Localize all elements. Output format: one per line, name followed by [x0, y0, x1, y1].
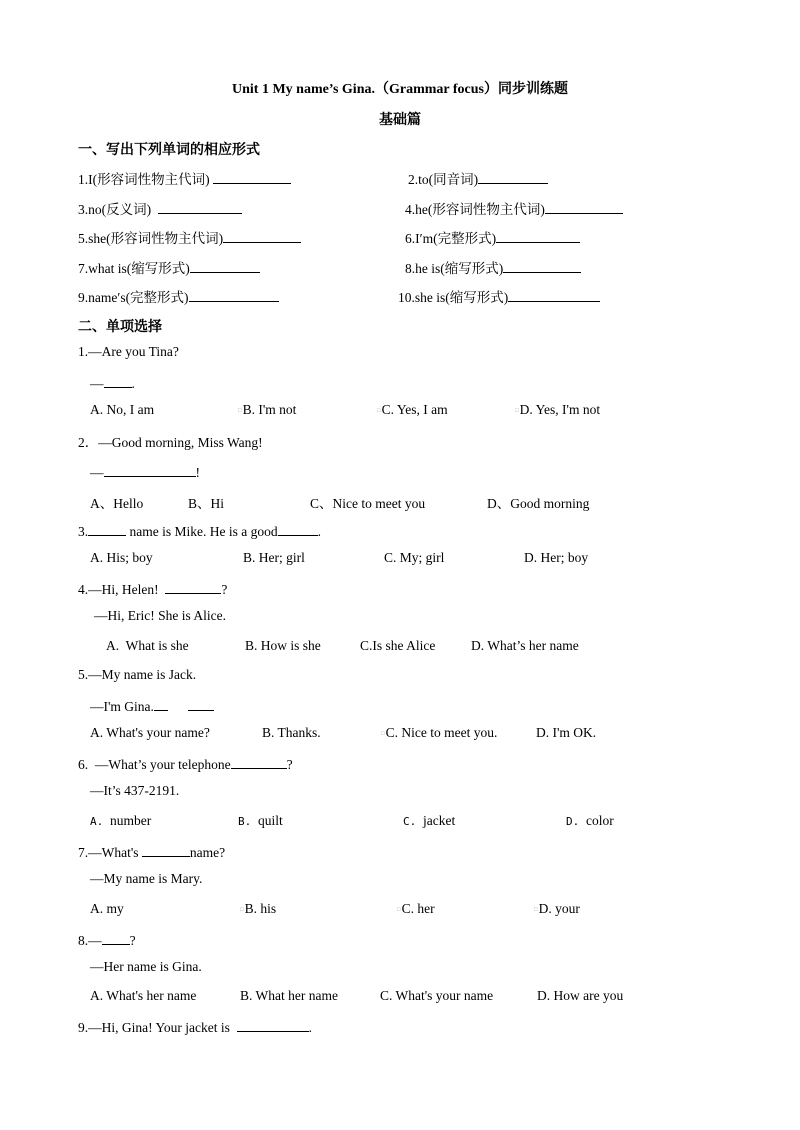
option-label: color: [586, 813, 614, 828]
answer-blank[interactable]: [190, 258, 260, 273]
question-6-option-c[interactable]: [403, 813, 455, 829]
answer-blank[interactable]: [102, 930, 130, 945]
option-letter: B.: [238, 815, 252, 828]
question-8-option-b[interactable]: B. What her name: [240, 988, 338, 1003]
marker-icon: □: [515, 407, 519, 414]
fill-item-7: [78, 257, 260, 277]
stem-part: 3.: [78, 524, 89, 539]
fill-item-label: 7.what is(缩写形式): [78, 261, 190, 276]
question-5-option-a[interactable]: A. What's your name?: [90, 725, 210, 740]
question-7-option-d[interactable]: [534, 901, 580, 917]
fill-item-label: 1.I(形容词性物主代词): [78, 172, 210, 187]
answer-blank[interactable]: [188, 696, 214, 711]
fill-item-5: [78, 227, 301, 247]
stem-part: 7.—What's: [78, 845, 142, 860]
question-5-reply: [90, 696, 214, 715]
question-2-option-a[interactable]: A、Hello: [90, 496, 144, 511]
question-2-stem: 2．—Good morning, Miss Wang!: [78, 435, 263, 450]
question-3-option-c[interactable]: C. My; girl: [384, 550, 445, 565]
question-8-option-a[interactable]: A. What's her name: [90, 988, 197, 1003]
answer-blank[interactable]: [496, 228, 580, 243]
answer-blank[interactable]: [88, 521, 126, 536]
answer-blank[interactable]: [104, 462, 196, 477]
stem-part: name?: [189, 845, 226, 860]
option-label: number: [110, 813, 152, 828]
fill-item-label: 8.he is(缩写形式): [405, 261, 504, 276]
answer-blank[interactable]: [158, 199, 242, 214]
stem-part: 8.—: [78, 933, 102, 948]
question-1-option-c[interactable]: [377, 402, 448, 418]
fill-item-10: [398, 286, 600, 306]
fill-item-label: 4.he(形容词性物主代词): [405, 202, 545, 217]
answer-blank[interactable]: [503, 258, 581, 273]
marker-icon: □: [381, 730, 385, 737]
page-subtitle: 基础篇: [379, 113, 421, 128]
option-letter: D.: [566, 815, 580, 828]
answer-blank[interactable]: [223, 228, 301, 243]
option-label: D. your: [538, 901, 580, 916]
stem-part: 9.—Hi, Gina! Your jacket is: [78, 1020, 237, 1035]
question-6-option-b[interactable]: [238, 813, 283, 829]
option-label: jacket: [423, 813, 456, 828]
answer-blank[interactable]: [237, 1017, 309, 1032]
marker-icon: □: [240, 906, 244, 913]
question-5-option-b[interactable]: B. Thanks.: [262, 725, 321, 740]
question-6-reply: —It’s 437-2191.: [90, 783, 180, 798]
question-9-stem: [78, 1017, 312, 1036]
answer-blank[interactable]: [142, 842, 190, 857]
stem-part: name is Mike. He is a good: [126, 524, 278, 539]
question-8-reply: —Her name is Gina.: [90, 959, 202, 974]
question-2-option-c[interactable]: C、Nice to meet you: [310, 496, 426, 511]
fill-item-1: [78, 168, 291, 188]
stem-part: ?: [286, 757, 293, 772]
answer-blank[interactable]: [508, 287, 600, 302]
stem-part: ?: [221, 582, 228, 597]
question-8-option-c[interactable]: C. What's your name: [380, 988, 494, 1003]
fill-item-label: 10.she is(缩写形式): [398, 290, 509, 305]
marker-icon: □: [397, 906, 401, 913]
question-8-option-d[interactable]: D. How are you: [537, 988, 624, 1003]
question-1-reply: [90, 373, 135, 392]
stem-part: .: [317, 524, 321, 539]
question-3-option-b[interactable]: B. Her; girl: [243, 550, 305, 565]
option-label: C. Nice to meet you.: [385, 725, 498, 740]
option-letter: A.: [90, 815, 104, 828]
question-2-reply: [90, 462, 200, 481]
reply-text: —I'm Gina.: [90, 699, 154, 714]
question-7-reply: —My name is Mary.: [90, 871, 203, 886]
fill-item-8: [405, 257, 581, 277]
fill-item-2: [408, 168, 548, 188]
fill-item-label: 3.no(反义词): [78, 202, 152, 217]
stem-part: ?: [129, 933, 136, 948]
question-1-option-a[interactable]: A. No, I am: [90, 402, 155, 417]
question-6-option-d[interactable]: [566, 813, 614, 829]
marker-icon: □: [377, 407, 381, 414]
question-8-stem: [78, 930, 136, 949]
question-7-option-c[interactable]: [397, 901, 435, 917]
reply-end: !: [195, 465, 200, 480]
fill-item-3: [78, 198, 242, 218]
reply-dash: —: [90, 376, 104, 391]
option-label: C. Yes, I am: [381, 402, 448, 417]
answer-blank[interactable]: [165, 579, 221, 594]
option-label: C. her: [401, 901, 435, 916]
answer-blank[interactable]: [213, 169, 291, 184]
fill-item-6: [405, 227, 580, 247]
answer-blank[interactable]: [231, 754, 287, 769]
question-1-option-b[interactable]: [238, 402, 296, 418]
option-label: D. Yes, I'm not: [519, 402, 601, 417]
question-2-option-b[interactable]: B、Hi: [188, 496, 225, 511]
question-3-option-a[interactable]: A. His; boy: [90, 550, 153, 565]
question-1-option-d[interactable]: [515, 402, 600, 418]
marker-icon: □: [534, 906, 538, 913]
option-letter: C.: [403, 815, 417, 828]
page-title: Unit 1 My name’s Gina.（Grammar focus）同步训练题: [232, 82, 568, 97]
answer-blank[interactable]: [478, 169, 548, 184]
question-2-option-d[interactable]: D、Good morning: [487, 496, 590, 511]
question-1-stem: 1.—Are you Tina?: [78, 344, 179, 359]
stem-part: 4.—Hi, Helen!: [78, 582, 166, 597]
question-7-option-a[interactable]: A. my: [90, 901, 124, 916]
fill-item-label: 6.I′m(完整形式): [405, 231, 497, 246]
question-4-stem: [78, 579, 227, 598]
reply-dash: —: [90, 465, 104, 480]
question-6-option-a[interactable]: [90, 813, 151, 829]
fill-item-label: 2.to(同音词): [408, 172, 479, 187]
option-label: B. I'm not: [242, 402, 297, 417]
answer-blank[interactable]: [104, 373, 132, 388]
option-label: B. his: [244, 901, 277, 916]
fill-item-4: [405, 198, 623, 218]
question-5-option-d[interactable]: D. I'm OK.: [536, 725, 597, 740]
section1-heading: 一、写出下列单词的相应形式: [78, 143, 260, 158]
question-5-stem: 5.—My name is Jack.: [78, 667, 197, 682]
reply-end: .: [131, 376, 135, 391]
answer-blank[interactable]: [278, 521, 318, 536]
answer-blank[interactable]: [545, 199, 623, 214]
stem-part: .: [308, 1020, 312, 1035]
marker-icon: □: [238, 407, 242, 414]
answer-blank[interactable]: [154, 696, 168, 711]
fill-item-label: 9.name′s(完整形式): [78, 290, 189, 305]
question-4-option-a[interactable]: A. What is she: [106, 638, 189, 653]
question-3-option-d[interactable]: D. Her; boy: [524, 550, 589, 565]
answer-blank[interactable]: [189, 287, 279, 302]
fill-item-9: [78, 286, 279, 306]
stem-part: 6. —What’s your telephone: [78, 757, 231, 772]
question-5-option-c[interactable]: [381, 725, 497, 741]
question-4-option-b[interactable]: B. How is she: [245, 638, 321, 653]
question-4-option-d[interactable]: D. What’s her name: [471, 638, 579, 653]
option-label: quilt: [258, 813, 283, 828]
question-3-stem: [78, 521, 321, 540]
question-7-stem: [78, 842, 225, 861]
question-4-reply: —Hi, Eric! She is Alice.: [94, 608, 226, 623]
question-7-option-b[interactable]: [240, 901, 276, 917]
question-6-stem: [78, 754, 293, 773]
fill-item-label: 5.she(形容词性物主代词): [78, 231, 224, 246]
section2-heading: 二、单项选择: [78, 320, 162, 335]
question-4-option-c[interactable]: C.Is she Alice: [360, 638, 436, 653]
